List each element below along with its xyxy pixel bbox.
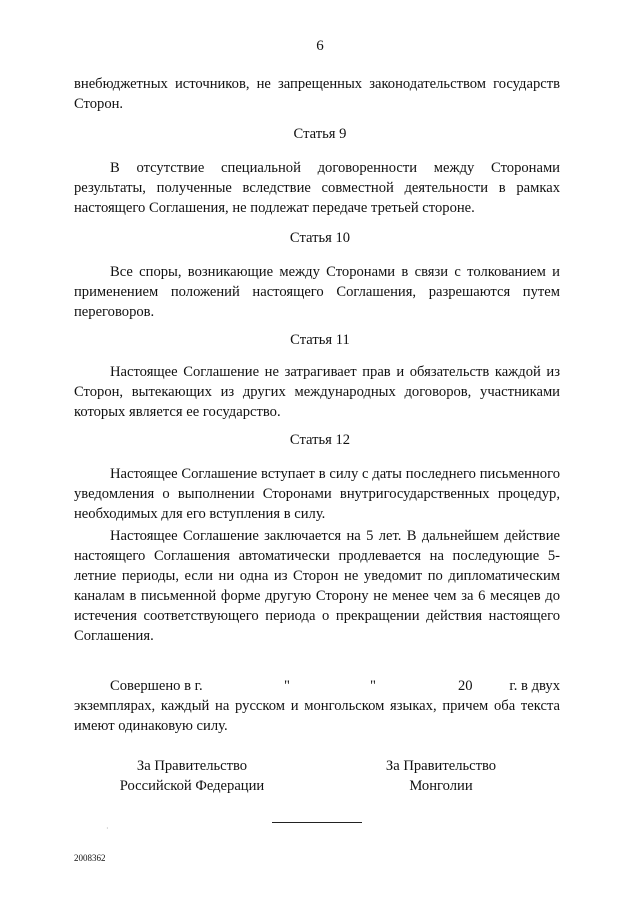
article-11-text: Настоящее Соглашение не затрагивает прав и обязательств каждой из Сторон, вытекающих из других международных договоров, участниками которых является ее государство.: [74, 364, 560, 420]
article-11-heading: Статья 11: [290, 332, 350, 348]
page-number: 6: [316, 38, 324, 54]
signature-russia-line1: За Правительство: [136, 758, 248, 774]
document-number: 2008362: [74, 853, 106, 863]
done-year: 20: [458, 678, 473, 694]
signature-mongolia-line2: Монголии: [409, 778, 473, 794]
article-12-text: Настоящее Соглашение вступает в силу с даты последнего письменного уведомления о выполнении Сторонами внутригосударственных процедур, необходимых для его вступления в силу.: [74, 466, 560, 522]
article-9-body: [74, 158, 560, 218]
article-10-text: Все споры, возникающие между Сторонами в связи с толкованием и применением положений настоящего Соглашения, разрешаются путем переговоров.: [74, 264, 560, 320]
paragraph-text: внебюджетных источников, не запрещенных законодательством государств Сторон.: [74, 76, 560, 112]
article-12-body: [74, 464, 560, 646]
done-quote-close: ": [370, 678, 376, 694]
article-10-heading: Статья 10: [289, 230, 351, 246]
article-10-body: [74, 262, 560, 322]
article-9-text: В отсутствие специальной договоренности между Сторонами результаты, полученные вследствие совместной деятельности в рамках настоящего Соглашения, не подлежат передаче третьей стороне.: [74, 160, 560, 216]
done-body: [74, 696, 560, 736]
article-12-heading: Статья 12: [289, 432, 351, 448]
article-11-body: [74, 362, 560, 422]
done-left: Совершено в г.: [110, 678, 203, 694]
done-right: г. в двух: [509, 678, 560, 694]
separator-line: [272, 822, 362, 823]
signature-russia-line2: Российской Федерации: [119, 778, 265, 794]
paragraph-continuation: [74, 74, 560, 114]
article-9-heading: Статья 9: [293, 126, 347, 142]
article-12-text-2: Настоящее Соглашение заключается на 5 лет. В дальнейшем действие настоящего Соглашения автоматически продлевается на последующие 5-летние периоды, если ни одна из Сторон не уведомит по дипломатическим каналам в письменной форме другую Сторону не менее чем за 6 месяцев до истечения соответствующего периода о прекращении действия настоящего Соглашения.: [74, 528, 560, 644]
signature-block-russia: [112, 756, 272, 796]
scan-mark: ·: [106, 824, 109, 833]
done-quote-open: ": [284, 678, 290, 694]
signature-block-mongolia: [366, 756, 516, 796]
done-rest: экземплярах, каждый на русском и монгольском языках, причем оба текста имеют одинаковую силу.: [74, 698, 560, 734]
signature-mongolia-line1: За Правительство: [385, 758, 497, 774]
